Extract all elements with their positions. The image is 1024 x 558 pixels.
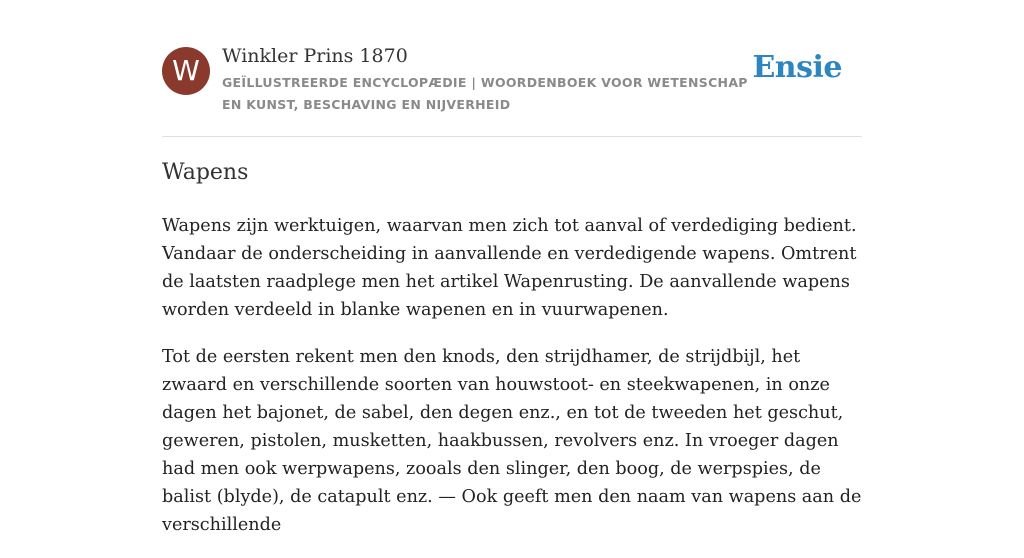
- article-paragraph: Tot de eersten rekent men den knods, den strijdhamer, de strijdbijl, het zwaard en verschillende soorten van houwstoot- en steekwapenen, in onze dagen het bajonet, de sabel, den degen enz., en tot de tweeden het geschut, geweren, pistolen, musketten, haakbussen, revolvers enz. In vroeger dagen had men ook werpwapens, zooals den slinger, den boog, de werpspies, de balist (blyde), de catapult enz. — Ook geeft men den naam van wapens aan de verschillende: [162, 347, 862, 535]
- source-avatar[interactable]: W: [162, 47, 210, 95]
- source-header: [162, 0, 862, 137]
- article-paragraph: Wapens zijn werktuigen, waarvan men zich tot aanval of verdediging bedient. Vandaar de onderscheiding in aanvallende en verdedigende wapens. Omtrent de laatsten raadplege men het artikel Wapenrusting. De aanvallende wapens worden verdeeld in blanke wapenen en in vuurwapenen.: [162, 216, 857, 320]
- source-title[interactable]: Winkler Prins 1870: [222, 45, 408, 67]
- article-body: [162, 212, 862, 558]
- ensie-logo[interactable]: Ensie: [752, 50, 842, 85]
- article-title: Wapens: [162, 160, 249, 185]
- source-subtitle: GEÏLLUSTREERDE ENCYCLOPÆDIE | WOORDENBOEK VOOR WETENSCHAP EN KUNST, BESCHAVING EN NIJVERHEID: [222, 75, 748, 112]
- page-container: [162, 0, 862, 535]
